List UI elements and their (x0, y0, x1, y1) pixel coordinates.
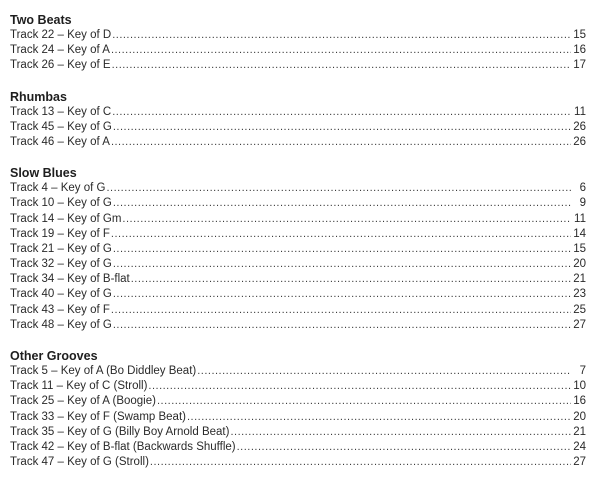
section-slow-blues (10, 165, 586, 333)
dot-leader (113, 242, 571, 257)
track-title: Track 19 – Key of F (10, 227, 110, 240)
dot-leader (197, 364, 571, 379)
dot-leader (237, 440, 571, 455)
section-rhumbas (10, 89, 586, 151)
dot-leader (157, 394, 571, 409)
track-entry (10, 105, 586, 120)
page-number: 21 (573, 425, 586, 438)
track-title: Track 11 – Key of C (Stroll) (10, 380, 148, 393)
page-number: 16 (573, 395, 586, 408)
track-title: Track 4 – Key of G (10, 182, 106, 195)
dot-leader (187, 410, 571, 425)
track-title: Track 40 – Key of G (10, 288, 112, 301)
track-entry (10, 257, 586, 272)
section-two-beats (10, 12, 586, 74)
track-title: Track 34 – Key of B-flat (10, 273, 130, 286)
dot-leader (111, 303, 571, 318)
page-number: 27 (573, 318, 586, 331)
track-list (10, 181, 586, 333)
dot-leader (111, 227, 571, 242)
dot-leader (148, 379, 571, 394)
track-entry (10, 318, 586, 333)
track-title: Track 21 – Key of G (10, 242, 112, 255)
dot-leader (122, 212, 571, 227)
track-entry (10, 287, 586, 302)
dot-leader (131, 272, 571, 287)
page-number: 23 (573, 288, 586, 301)
track-entry (10, 227, 586, 242)
track-title: Track 10 – Key of G (10, 197, 112, 210)
dot-leader (113, 196, 571, 211)
track-title: Track 35 – Key of G (Billy Boy Arnold Beat) (10, 425, 230, 438)
track-list (10, 105, 586, 151)
page-number: 20 (573, 258, 586, 271)
page-number: 26 (573, 120, 586, 133)
track-title: Track 33 – Key of F (Swamp Beat) (10, 410, 186, 423)
track-entry (10, 455, 586, 470)
track-entry (10, 272, 586, 287)
page-number: 27 (573, 456, 586, 469)
dot-leader (106, 181, 571, 196)
dot-leader (111, 43, 571, 58)
page-number: 26 (573, 135, 586, 148)
track-title: Track 14 – Key of Gm (10, 212, 122, 225)
page-number: 9 (579, 197, 586, 210)
track-title: Track 48 – Key of G (10, 318, 112, 331)
dot-leader (112, 105, 571, 120)
track-entry (10, 212, 586, 227)
dot-leader (150, 455, 571, 470)
track-title: Track 26 – Key of E (10, 59, 111, 72)
page-number: 17 (573, 59, 586, 72)
dot-leader (113, 287, 571, 302)
section-other-grooves (10, 348, 586, 470)
track-list (10, 364, 586, 470)
track-entry (10, 425, 586, 440)
dot-leader (113, 120, 571, 135)
track-entry (10, 379, 586, 394)
page-number: 11 (574, 212, 586, 225)
section-heading: Slow Blues (10, 166, 77, 181)
track-list (10, 28, 586, 74)
page-number: 15 (573, 242, 586, 255)
track-title: Track 5 – Key of A (Bo Diddley Beat) (10, 365, 197, 377)
track-entry (10, 58, 586, 73)
section-heading: Two Beats (10, 13, 72, 27)
track-title: Track 22 – Key of D (10, 29, 112, 41)
track-title: Track 47 – Key of G (Stroll) (10, 456, 149, 469)
dot-leader (112, 28, 571, 43)
track-entry (10, 28, 586, 43)
track-entry (10, 135, 586, 150)
track-title: Track 45 – Key of G (10, 120, 112, 133)
track-title: Track 32 – Key of G (10, 258, 112, 271)
track-entry (10, 43, 586, 58)
track-title: Track 24 – Key of A (10, 44, 110, 57)
track-entry (10, 303, 586, 318)
track-entry (10, 196, 586, 211)
dot-leader (113, 318, 571, 333)
section-heading: Other Grooves (10, 349, 98, 363)
track-title: Track 13 – Key of C (10, 105, 112, 118)
track-title: Track 46 – Key of A (10, 135, 110, 148)
track-entry (10, 181, 586, 196)
page-number: 20 (573, 410, 586, 423)
track-entry (10, 364, 586, 379)
track-entry (10, 440, 586, 455)
dot-leader (113, 257, 571, 272)
track-entry (10, 394, 586, 409)
page-number: 10 (573, 380, 586, 393)
dot-leader (111, 135, 571, 150)
track-title: Track 43 – Key of F (10, 303, 110, 316)
dot-leader (112, 58, 571, 73)
page-number: 14 (573, 227, 586, 240)
track-title: Track 42 – Key of B-flat (Backwards Shuffle) (10, 440, 236, 453)
page-number: 24 (573, 440, 586, 453)
page-number: 11 (574, 105, 586, 118)
page-number: 16 (573, 44, 586, 57)
dot-leader (230, 425, 571, 440)
page-number: 6 (579, 182, 586, 195)
track-title: Track 25 – Key of A (Boogie) (10, 395, 156, 408)
track-entry (10, 410, 586, 425)
page-number: 7 (579, 365, 586, 377)
track-entry (10, 242, 586, 257)
page-number: 21 (573, 273, 586, 286)
page-number: 25 (573, 303, 586, 316)
section-heading: Rhumbas (10, 89, 67, 104)
track-entry (10, 120, 586, 135)
page-number: 15 (573, 29, 586, 41)
